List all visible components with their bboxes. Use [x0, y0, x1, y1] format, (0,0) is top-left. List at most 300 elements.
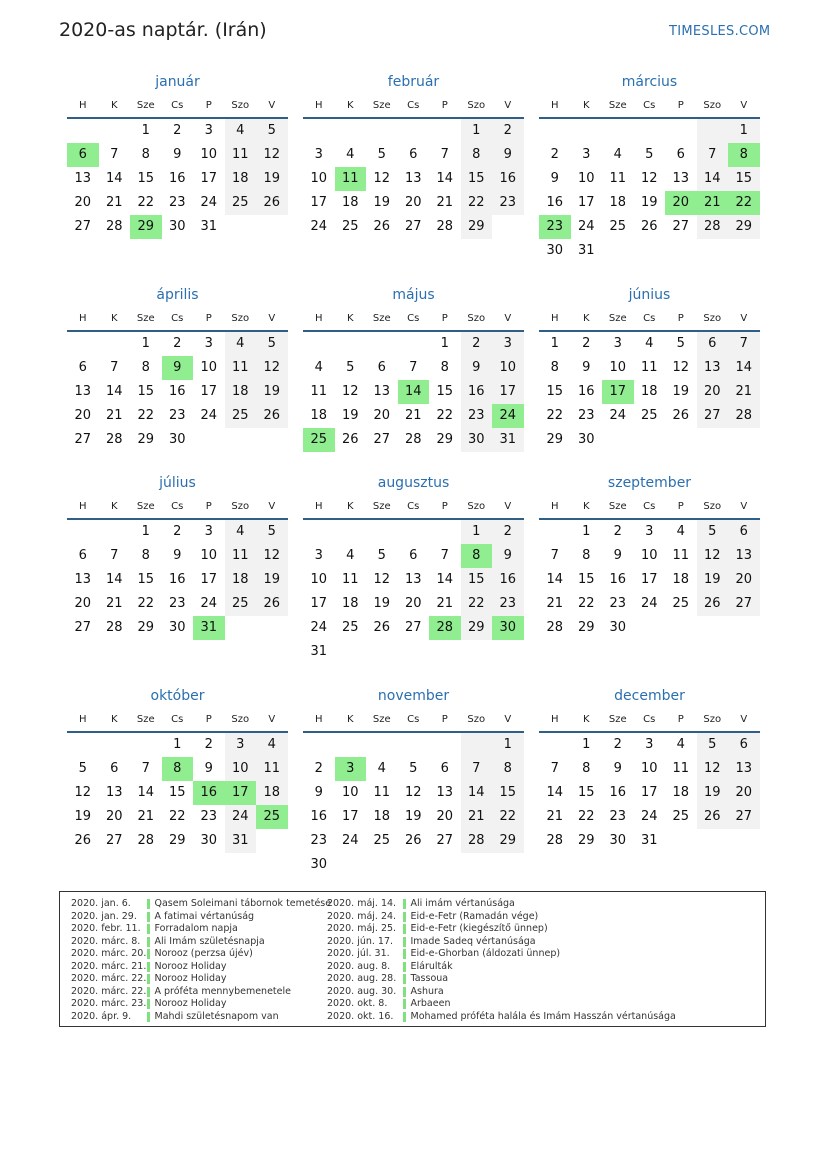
day-cell: 5	[256, 520, 288, 544]
day-cell: 22	[137, 596, 155, 611]
day-cell: 15	[168, 785, 186, 800]
day-cell: 28	[697, 215, 729, 239]
day-cell: 16	[168, 171, 186, 186]
day-cell: 12	[256, 143, 288, 167]
day-cell: 12	[373, 171, 391, 186]
day-cell: 20	[74, 408, 92, 423]
day-cell: 17	[492, 380, 524, 404]
day-cell: 2	[204, 737, 213, 752]
weekday-label: Sze	[372, 714, 391, 725]
day-cell: 19	[697, 568, 729, 592]
day-cell: 27	[436, 833, 454, 848]
empty-cell	[67, 520, 99, 544]
day-cell: 17	[200, 384, 218, 399]
empty-cell	[728, 428, 760, 452]
day-cell: 23	[461, 404, 493, 428]
empty-cell	[225, 215, 257, 239]
day-cell: 28	[404, 432, 422, 447]
weekday-header	[303, 709, 524, 733]
day-cell: 9	[613, 548, 622, 563]
empty-cell	[67, 119, 99, 143]
weekday-label: V	[268, 501, 276, 512]
weekday-label: Sze	[372, 313, 391, 324]
day-cell: 14	[546, 572, 564, 587]
weekday-label: V	[740, 501, 748, 512]
day-cell: 13	[74, 171, 92, 186]
empty-cell	[492, 640, 524, 664]
legend-item	[71, 998, 331, 1011]
day-cell: 14	[398, 380, 430, 404]
day-cell: 25	[373, 833, 391, 848]
day-cell: 13	[404, 572, 422, 587]
day-cell: 31	[640, 833, 658, 848]
day-cell: 9	[204, 761, 213, 776]
empty-cell	[225, 616, 257, 640]
day-cell: 17	[310, 195, 328, 210]
empty-cell	[225, 428, 257, 452]
legend-item	[327, 911, 676, 924]
weekday-label: P	[205, 100, 212, 111]
day-cell: 6	[377, 360, 386, 375]
weekday-label: Szo	[231, 100, 250, 111]
weekday-label: K	[110, 313, 118, 324]
day-cell: 1	[173, 737, 182, 752]
weekday-label: Cs	[171, 100, 184, 111]
day-cell: 3	[645, 524, 654, 539]
day-grid	[67, 119, 288, 239]
empty-cell	[256, 616, 288, 640]
weekday-label: Cs	[171, 714, 184, 725]
day-cell: 18	[256, 781, 288, 805]
day-cell: 26	[373, 620, 391, 635]
day-cell: 9	[461, 356, 493, 380]
day-grid	[539, 733, 760, 853]
day-cell: 24	[310, 219, 328, 234]
day-cell: 6	[676, 147, 685, 162]
legend-holiday-name: A fatimai vértanúság	[154, 910, 255, 922]
day-cell: 22	[137, 195, 155, 210]
day-cell: 2	[550, 147, 559, 162]
day-cell: 28	[429, 616, 461, 640]
empty-cell	[634, 239, 666, 263]
brand-link[interactable]: TIMESLES.COM	[669, 24, 771, 39]
day-cell: 28	[461, 829, 493, 853]
empty-cell	[539, 733, 571, 757]
empty-cell	[130, 733, 162, 757]
weekday-label: Sze	[608, 313, 627, 324]
day-cell: 22	[492, 805, 524, 829]
weekday-label: V	[504, 313, 512, 324]
month-február	[303, 69, 524, 239]
legend-item	[71, 898, 331, 911]
day-cell: 14	[137, 785, 155, 800]
legend-color-marker	[403, 999, 406, 1009]
weekday-header	[539, 95, 760, 119]
weekday-label: H	[314, 100, 323, 111]
day-cell: 8	[461, 544, 493, 568]
day-cell: 30	[200, 833, 218, 848]
day-cell: 11	[256, 757, 288, 781]
weekday-label: P	[205, 714, 212, 725]
day-grid	[539, 520, 760, 640]
empty-cell	[461, 640, 493, 664]
legend-date: 2020. aug. 28.	[327, 973, 397, 984]
day-cell: 15	[577, 572, 595, 587]
day-cell: 2	[492, 520, 524, 544]
day-cell: 10	[640, 548, 658, 563]
day-cell: 19	[373, 195, 391, 210]
day-cell: 20	[728, 568, 760, 592]
day-cell: 3	[613, 336, 622, 351]
legend-date: 2020. jún. 17.	[327, 935, 394, 947]
day-cell: 30	[609, 620, 627, 635]
weekday-label: H	[78, 714, 87, 725]
legend-date: 2020. ápr. 9.	[71, 1010, 132, 1022]
day-cell: 13	[74, 384, 92, 399]
legend-item	[327, 1011, 676, 1024]
day-cell: 23	[609, 809, 627, 824]
day-cell: 17	[200, 572, 218, 587]
weekday-label: Cs	[407, 714, 420, 725]
day-cell: 3	[582, 147, 591, 162]
legend-holiday-name: Norooz Holiday	[154, 960, 227, 972]
empty-cell	[67, 733, 99, 757]
month-november	[303, 683, 524, 877]
day-cell: 3	[645, 737, 654, 752]
day-cell: 26	[640, 219, 658, 234]
day-cell: 23	[168, 408, 186, 423]
day-cell: 14	[105, 384, 123, 399]
month-name: március	[621, 74, 678, 90]
legend-holiday-name: Eid-e-Fetr (kiegészítő ünnep)	[410, 923, 548, 934]
day-cell: 24	[341, 833, 359, 848]
day-cell: 18	[341, 596, 359, 611]
empty-cell	[602, 119, 634, 143]
day-cell: 10	[200, 147, 218, 162]
month-name: június	[628, 287, 671, 303]
day-cell: 31	[225, 829, 257, 853]
weekday-label: H	[314, 501, 323, 512]
day-cell: 27	[74, 432, 92, 447]
empty-cell	[697, 616, 729, 640]
day-cell: 18	[672, 785, 690, 800]
day-cell: 24	[310, 620, 328, 635]
empty-cell	[366, 733, 398, 757]
day-cell: 20	[665, 191, 697, 215]
legend-item	[327, 986, 676, 999]
weekday-label: H	[78, 501, 87, 512]
day-cell: 16	[546, 195, 564, 210]
day-cell: 7	[440, 147, 449, 162]
day-cell: 24	[225, 805, 257, 829]
day-cell: 13	[728, 544, 760, 568]
day-cell: 19	[373, 596, 391, 611]
day-cell: 6	[440, 761, 449, 776]
day-cell: 16	[609, 785, 627, 800]
day-cell: 10	[492, 356, 524, 380]
day-cell: 30	[577, 432, 595, 447]
day-cell: 12	[404, 785, 422, 800]
day-grid	[539, 332, 760, 452]
day-cell: 9	[173, 548, 182, 563]
day-cell: 7	[697, 143, 729, 167]
day-cell: 28	[105, 219, 123, 234]
empty-cell	[398, 119, 430, 143]
day-cell: 12	[672, 360, 690, 375]
weekday-header	[67, 308, 288, 332]
empty-cell	[366, 520, 398, 544]
day-cell: 20	[404, 596, 422, 611]
day-cell: 29	[436, 432, 454, 447]
day-cell: 15	[137, 171, 155, 186]
legend-holiday-name: Forradalom napja	[154, 923, 238, 934]
month-május	[303, 282, 524, 452]
empty-cell	[429, 733, 461, 757]
day-cell: 1	[141, 524, 150, 539]
day-cell: 30	[461, 428, 493, 452]
day-cell: 26	[697, 592, 729, 616]
day-cell: 7	[461, 757, 493, 781]
weekday-header	[67, 496, 288, 520]
day-cell: 7	[110, 147, 119, 162]
day-cell: 5	[256, 332, 288, 356]
day-cell: 7	[440, 548, 449, 563]
legend-date: 2020. okt. 16.	[327, 1010, 394, 1022]
weekday-label: Sze	[136, 714, 155, 725]
day-cell: 2	[613, 524, 622, 539]
day-cell: 8	[492, 757, 524, 781]
day-cell: 12	[640, 171, 658, 186]
day-cell: 5	[346, 360, 355, 375]
day-cell: 19	[74, 809, 92, 824]
day-cell: 19	[672, 384, 690, 399]
day-cell: 4	[314, 360, 323, 375]
day-cell: 11	[672, 548, 690, 563]
day-cell: 9	[173, 147, 182, 162]
day-cell: 12	[256, 544, 288, 568]
legend-color-marker	[403, 962, 406, 972]
empty-cell	[335, 332, 367, 356]
empty-cell	[429, 853, 461, 877]
weekday-label: H	[550, 313, 559, 324]
day-cell: 21	[436, 596, 454, 611]
day-cell: 16	[492, 167, 524, 191]
weekday-label: K	[582, 714, 590, 725]
day-cell: 26	[256, 191, 288, 215]
legend-date: 2020. júl. 31.	[327, 948, 390, 959]
day-cell: 17	[577, 195, 595, 210]
day-cell: 26	[256, 404, 288, 428]
day-cell: 29	[577, 833, 595, 848]
empty-cell	[335, 520, 367, 544]
empty-cell	[539, 520, 571, 544]
day-cell: 18	[609, 195, 627, 210]
day-cell: 25	[672, 809, 690, 824]
legend-color-marker	[147, 924, 150, 934]
day-cell: 4	[645, 336, 654, 351]
weekday-label: K	[582, 313, 590, 324]
month-name: január	[155, 74, 200, 90]
day-cell: 27	[373, 432, 391, 447]
day-cell: 20	[105, 809, 123, 824]
day-cell: 14	[436, 171, 454, 186]
weekday-header	[67, 709, 288, 733]
weekday-label: P	[677, 313, 684, 324]
day-cell: 2	[173, 123, 182, 138]
day-cell: 18	[225, 568, 257, 592]
day-cell: 16	[168, 572, 186, 587]
empty-cell	[602, 239, 634, 263]
day-cell: 12	[74, 785, 92, 800]
day-cell: 14	[436, 572, 454, 587]
day-cell: 7	[110, 548, 119, 563]
day-cell: 18	[640, 384, 658, 399]
day-cell: 22	[728, 191, 760, 215]
day-cell: 17	[341, 809, 359, 824]
empty-cell	[303, 119, 335, 143]
day-cell: 1	[550, 336, 559, 351]
day-cell: 5	[377, 147, 386, 162]
day-cell: 17	[640, 785, 658, 800]
day-cell: 18	[341, 195, 359, 210]
empty-cell	[366, 332, 398, 356]
day-grid	[303, 119, 524, 239]
weekday-label: P	[441, 100, 448, 111]
weekday-label: V	[740, 100, 748, 111]
day-cell: 11	[341, 572, 359, 587]
day-cell: 16	[609, 572, 627, 587]
empty-cell	[665, 428, 697, 452]
weekday-label: Szo	[231, 714, 250, 725]
day-cell: 20	[74, 195, 92, 210]
weekday-label: H	[550, 100, 559, 111]
legend-holiday-name: Eid-e-Ghorban (áldozati ünnep)	[410, 948, 561, 959]
legend-holiday-name: Norooz Holiday	[154, 998, 227, 1009]
day-cell: 17	[225, 781, 257, 805]
day-cell: 30	[492, 616, 524, 640]
day-cell: 4	[225, 520, 257, 544]
day-cell: 3	[204, 336, 213, 351]
legend-item	[327, 936, 676, 949]
day-cell: 12	[697, 757, 729, 781]
legend-date: 2020. márc. 22.	[71, 985, 147, 997]
day-cell: 12	[341, 384, 359, 399]
day-cell: 3	[314, 548, 323, 563]
day-cell: 7	[550, 761, 559, 776]
empty-cell	[697, 428, 729, 452]
day-cell: 8	[728, 143, 760, 167]
day-cell: 28	[137, 833, 155, 848]
weekday-label: H	[550, 714, 559, 725]
day-cell: 15	[728, 167, 760, 191]
day-cell: 24	[200, 195, 218, 210]
day-cell: 1	[492, 733, 524, 757]
empty-cell	[634, 428, 666, 452]
day-cell: 21	[546, 596, 564, 611]
empty-cell	[665, 119, 697, 143]
weekday-label: Cs	[643, 313, 656, 324]
weekday-label: Cs	[407, 501, 420, 512]
day-cell: 30	[168, 432, 186, 447]
empty-cell	[366, 640, 398, 664]
weekday-label: V	[268, 313, 276, 324]
weekday-header	[539, 496, 760, 520]
empty-cell	[398, 332, 430, 356]
empty-cell	[697, 119, 729, 143]
day-cell: 31	[310, 644, 328, 659]
legend-item	[71, 986, 331, 999]
day-cell: 6	[409, 147, 418, 162]
weekday-label: Cs	[171, 501, 184, 512]
day-cell: 27	[105, 833, 123, 848]
day-cell: 17	[602, 380, 634, 404]
legend-item	[71, 961, 331, 974]
weekday-label: H	[78, 313, 87, 324]
empty-cell	[303, 733, 335, 757]
day-cell: 22	[577, 596, 595, 611]
day-cell: 14	[546, 785, 564, 800]
day-cell: 5	[645, 147, 654, 162]
month-október	[67, 683, 288, 853]
legend-column-right	[327, 898, 676, 1023]
day-cell: 28	[546, 833, 564, 848]
day-cell: 25	[341, 219, 359, 234]
day-cell: 16	[310, 809, 328, 824]
empty-cell	[335, 733, 367, 757]
day-cell: 20	[74, 596, 92, 611]
month-június	[539, 282, 760, 452]
legend-color-marker	[403, 949, 406, 959]
legend-color-marker	[147, 1012, 150, 1022]
day-cell: 2	[173, 336, 182, 351]
legend-holiday-name: Eid-e-Fetr (Ramadán vége)	[410, 910, 539, 922]
day-cell: 25	[672, 596, 690, 611]
weekday-label: Sze	[372, 501, 391, 512]
day-cell: 4	[346, 147, 355, 162]
day-cell: 19	[697, 781, 729, 805]
month-name: április	[156, 287, 199, 303]
day-cell: 23	[539, 215, 571, 239]
day-cell: 24	[577, 219, 595, 234]
day-cell: 11	[672, 761, 690, 776]
weekday-label: P	[205, 313, 212, 324]
day-cell: 6	[409, 548, 418, 563]
day-cell: 21	[461, 805, 493, 829]
empty-cell	[571, 119, 603, 143]
day-cell: 24	[492, 404, 524, 428]
day-grid	[539, 119, 760, 263]
day-cell: 27	[74, 620, 92, 635]
day-cell: 7	[409, 360, 418, 375]
legend-holiday-name: Mohamed próféta halála és Imám Hasszán vértanúsága	[410, 1010, 676, 1022]
legend-date: 2020. márc. 8.	[71, 935, 141, 947]
day-cell: 11	[609, 171, 627, 186]
weekday-label: P	[441, 714, 448, 725]
legend-item	[327, 923, 676, 936]
day-cell: 1	[141, 123, 150, 138]
legend-item	[327, 948, 676, 961]
day-cell: 21	[105, 596, 123, 611]
day-cell: 1	[582, 524, 591, 539]
day-cell: 9	[314, 785, 323, 800]
day-cell: 20	[436, 809, 454, 824]
month-január	[67, 69, 288, 239]
empty-cell	[256, 428, 288, 452]
legend-item	[71, 911, 331, 924]
legend-color-marker	[147, 899, 150, 909]
day-cell: 26	[256, 592, 288, 616]
day-cell: 12	[373, 572, 391, 587]
